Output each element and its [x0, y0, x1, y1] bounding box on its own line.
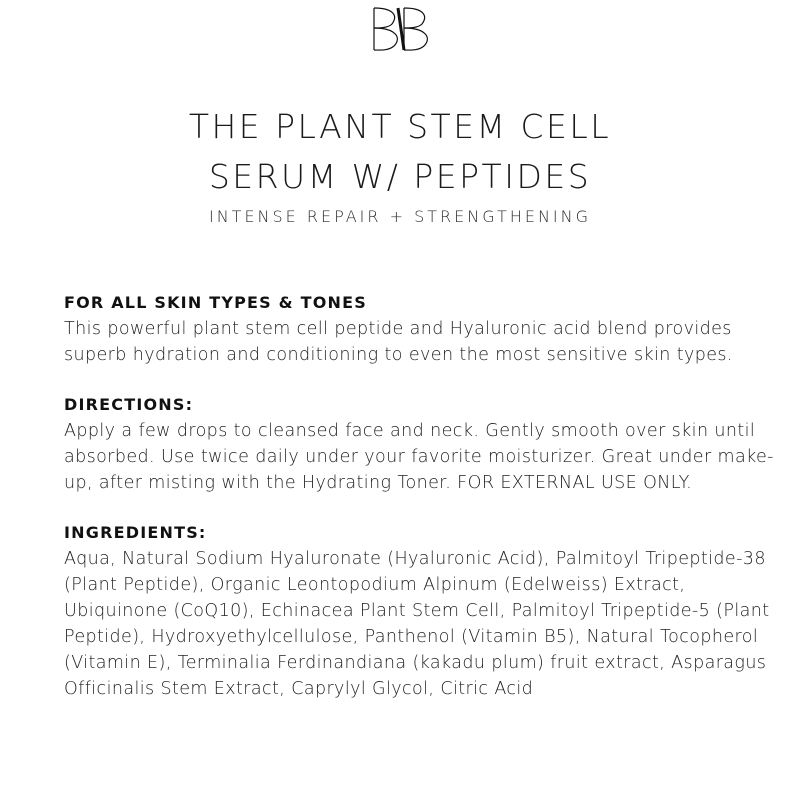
product-title — [0, 102, 800, 202]
product-subtitle: INTENSE REPAIR + STRENGTHENING — [208, 207, 592, 226]
bb-monogram-icon — [368, 4, 434, 54]
directions-body: Apply a few drops to cleansed face and neck. Gently smooth over skin until absorbed. Use twice daily under your favorite moisturizer. Great under make-up, after misting with the Hydrating Toner. FOR EXTERNAL USE ONLY. — [64, 421, 774, 493]
product-title-line-1: THE PLANT STEM CELL — [188, 107, 612, 146]
product-description — [64, 290, 784, 726]
ingredients-body: Aqua, Natural Sodium Hyaluronate (Hyaluronic Acid), Palmitoyl Tripeptide-38 (Plant Peptide), Organic Leontopodium Alpinum (Edelweiss) Extract, Ubiquinone (CoQ10), Echinacea Plant Stem Cell, Palmitoyl Tripeptide-5 (Plant Peptide), Hydroxyethylcellulose, Panthenol (Vitamin B5), Natural Tocopherol (Vitamin E), Terminalia Ferdinandiana (kakadu plum) fruit extract, Asparagus Officinalis Stem Extract, Caprylyl Glycol, Citric Acid — [64, 549, 770, 699]
skin-types-body: This powerful plant stem cell peptide and Hyaluronic acid blend provides superb hydration and conditioning to even the most sensitive skin types. — [64, 319, 733, 365]
ingredients-heading: INGREDIENTS: — [64, 523, 207, 542]
skin-types-heading: FOR ALL SKIN TYPES & TONES — [64, 293, 367, 312]
directions-heading: DIRECTIONS: — [64, 395, 194, 414]
product-title-line-2: SERUM W/ PEPTIDES — [208, 157, 592, 196]
